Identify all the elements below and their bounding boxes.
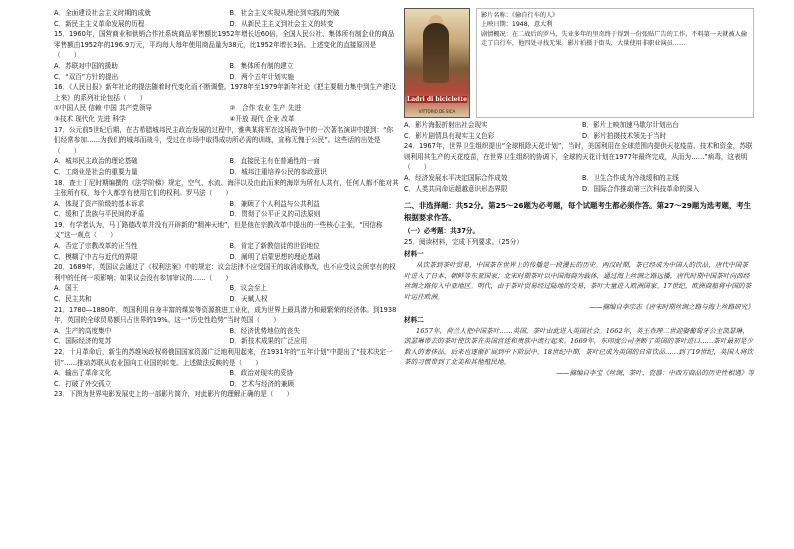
option-item: C．模糊了中古与近代的界限 <box>54 252 138 261</box>
question-options <box>54 241 399 262</box>
question-options <box>54 8 399 29</box>
option-item: B．政治对现实的妥协 <box>229 369 294 378</box>
film-intro <box>404 8 754 118</box>
question-options <box>54 156 399 177</box>
question-stem: 23．下图为世界电影发展史上的一部影片简介，对此影片的理解正确的是（ ） <box>54 390 294 399</box>
question-block <box>54 262 399 304</box>
material1-source: ——摘编自李宗志《唐宋时期丝绸之路与海上丝路研究》 <box>589 303 754 312</box>
option-item: D．天赋人权 <box>229 295 268 304</box>
question-stem: 16．《人民日报》新年社论的提法随着时代变化而不断调整。1978年至1979年新年社论《把主要精力集中到生产建设上来》的系列社论包括（ ） <box>54 83 396 102</box>
option-item: B．影片上映加速马歇尔计划出台 <box>582 121 679 129</box>
question-options <box>54 326 399 347</box>
question-block <box>404 141 754 194</box>
question-block <box>54 220 399 262</box>
option-item: C．新民主主义革命发展的历程 <box>54 19 145 28</box>
option-item: D．阐明了启蒙思想的理论基础 <box>229 252 321 261</box>
option-item: B．社会主义实现从理论到实践的突破 <box>229 9 340 17</box>
material2-label: 材料二 <box>404 315 424 324</box>
question-block <box>54 305 399 347</box>
option-item: A．影片海报折射出社会现实 <box>404 121 488 129</box>
option-item: C．影片剧情具有现实主义色彩 <box>404 131 495 140</box>
option-item: B．卫生合作成为冷战缓和的主线 <box>582 173 679 182</box>
option-item: A．生产的高度集中 <box>54 326 112 335</box>
question-stem: 24．1967年，世界卫生组织提出“全球根除天花计划”，当时，美国利用在全球范围内提供天花疫苗、技术和资金，苏联则利用其生产的天花疫苗，在世界卫生组织的协调下，全球的天花计划在1977年最终完成，从而为……”病毒，这表明（ ） <box>404 142 753 172</box>
option-item: D．两个五年计划实施 <box>229 72 294 81</box>
question-options <box>54 199 399 220</box>
option-item: A．全面建设社会主义时期的成就 <box>54 9 151 17</box>
question-stem: 18．查士丁尼时期编撰的《法学阶梯》规定，空气、水流、海洋以及由此而来的海岸为所有人共有，任何人都不能对其主张所有权，每个人都享有使用它们的权利。罗马法（ ） <box>54 178 399 198</box>
question-block <box>54 29 399 82</box>
option-item: D．国际合作推动第三次科技革命的深入 <box>582 184 700 193</box>
option-item: A．经济发展水平决定国际合作成效 <box>404 173 508 182</box>
option-item: A．体现了资产阶级的基本诉求 <box>54 199 145 208</box>
option-item: D．新技术成果的广泛应用 <box>229 337 308 346</box>
option-item: A．国王 <box>54 284 79 293</box>
question-block <box>54 389 399 400</box>
section-heading: 二、非选择题：共52分。第25～26题为必考题，每个试题考生都必须作答。第27～29题为选考题，考生根据要求作答。 <box>404 201 752 223</box>
required-heading: （一）必考题：共37分。 <box>404 227 480 236</box>
option-item: B．直接民主有在普通性的一面 <box>229 157 320 166</box>
question-block <box>54 347 399 389</box>
option-item: D．贯彻了公平正义的司法原则 <box>229 210 321 219</box>
option-item: D．城邦注重培养公民的参政意识 <box>229 167 327 176</box>
option-item: D．艺术与经济的兼顾 <box>229 379 294 388</box>
option-item: C．“双百”方针的提出 <box>54 72 119 81</box>
option-item: B．议会至上 <box>229 284 267 293</box>
question-options <box>404 120 754 141</box>
question-stem: 15．1960年，国营商业和供销合作社系统商品零售额比1952年增长近60倍，全国人民公社、集体所有制企业的商品零售额由1952年的196.9万元，平均每人每年使用商品量为38元，比1952年增长3倍。上述变化的直接原因是（ ） <box>54 30 395 60</box>
question-options <box>54 368 399 389</box>
material2-source: ——摘编自李宝《丝绸、茶叶、瓷器：中西方商品的历史性相遇》等 <box>556 368 754 377</box>
film-poster <box>404 8 470 118</box>
option-item: C．工商业是社会的重要力量 <box>54 167 138 176</box>
question-block <box>54 8 399 29</box>
right-column <box>404 8 754 378</box>
option-item: C．民主共和 <box>54 295 92 304</box>
option-item: B．肯定了新教信徒的世俗地位 <box>229 242 320 251</box>
question-stem: 22．十月革命后，新生的苏维埃政权将俄国国家资源广泛地利用起来，在1931年的“五年计划”中提出了“技术决定一切”……推动苏联从农业国向工业国的转变。上述做法反映的是（ ） <box>54 348 393 367</box>
question-options <box>404 173 754 194</box>
question-stem: 19．有学者认为，马丁路德改革并没有开辟新的“精神天地”，但是他在宗教改革中提出的一些核心主张，“因信称义”这一观点（ ） <box>54 220 383 240</box>
material1-label: 材料一 <box>404 250 424 259</box>
question-options <box>54 283 399 304</box>
material1-text: 从饮茶到茶叶贸易，中国茶在世界上的传播是一段漫长的历史。两汉时期，茶已经成为中国人的饮品，唐代中国茶叶进入了日本、朝鲜等东亚国家；北宋时期茶叶以中国海商为载体，通过海上丝绸之路远播，唐代时期中国茶叶向西经丝绸之路传入中亚地区。明代，由于茶叶贸易经过陆地的交易，茶叶大量进入欧洲国家。17世纪，欧洲商船将中国的茶叶运往欧洲。 <box>404 260 752 301</box>
option-item: ①中国人民 信赖 中国 共产党领导 <box>54 104 152 113</box>
option-item: A．输出了革命文化 <box>54 369 112 378</box>
poster-title: Ladri di biciclette <box>407 96 467 103</box>
option-item: B．兼顾了个人利益与公共利益 <box>229 199 320 208</box>
poster-credit: VITTORIO DE SICA <box>418 109 456 114</box>
q25-heading: 25．阅读材料，完成下列要求。（25分） <box>404 237 523 246</box>
option-item: D．从新民主主义到社会主义的转变 <box>229 19 334 28</box>
option-item: ④开放 现代 企业 改革 <box>229 114 295 123</box>
question-stem: 21．1780—1880年，英国利用自身丰富的煤炭等资源推进工业化，成为世界上最具潜力和最繁荣的经济体。到1938年，英国的全球贸易额只占世界的19%。这一“历史性趋势”当时英国（ ） <box>54 305 397 325</box>
option-item: ② 合作 农业 生产 先进 <box>229 104 302 113</box>
question-stem: 20．1689年，英国议会通过了《权利法案》中的规定：议会法律不应受国王的取消或修改，也不应受议会所享有的权利中的任何一项影响；如果议会没有参加审议的……（ ） <box>54 263 396 282</box>
option-item: D．影片拍摄技术领先于当时 <box>582 131 667 140</box>
option-item: A．否定了宗教改革的正当性 <box>54 242 138 251</box>
option-item: C．打破了外交孤立 <box>54 379 112 388</box>
option-item: ③技术 现代化 先进 科学 <box>54 114 126 123</box>
option-item: C．国际经济的复苏 <box>54 337 112 346</box>
question-options <box>54 103 399 124</box>
option-item: B．经济优势地位的丧失 <box>229 326 300 335</box>
question-block <box>54 125 399 178</box>
option-item: C．人类共同命运超越意识形态界限 <box>404 184 508 193</box>
option-item: A．城邦民主政治的理论基础 <box>54 157 138 166</box>
option-item: C．缓和了贵族与平民间的矛盾 <box>54 210 145 219</box>
question-block <box>54 82 399 124</box>
option-item: A．苏联对中国的援助 <box>54 61 118 70</box>
question-stem: 17．公元前5世纪后期，在古希腊城邦民主政治发展的过程中，雅典某将军在这场战争中的一次著名演讲中提到：“你们经常参加……为我们的城邦而战斗，受过在市场中取得成功所必需的训练，宣称无愧于公民”。这些话的出处是（ ） <box>54 125 394 155</box>
question-block <box>54 178 399 220</box>
question-block <box>404 120 754 141</box>
material2-text: 1657年，荷兰人把中国茶叶……英国，茶叶由此进入英国社会。1662年，英王查理二世迎娶葡萄牙公主凯瑟琳，凯瑟琳带去的茶叶使饮茶在英国宫廷和贵族中流行起来。1669年，东印度公司垄断了英国的茶叶进口……茶叶最初是少数人的奢侈品，后来也逐渐扩展到中下阶层中。18世纪中期，茶叶已成为英国的日常饮品……到了19世纪，英国人将饮茶的习惯带到了北美和其他殖民地。 <box>404 326 754 367</box>
question-options <box>54 61 399 82</box>
left-column <box>54 8 399 400</box>
film-info: 影片名称：《偷自行车的人》 上映日期：1948，意大利 剧情概况：在二战后的罗马，失业多年的里奇终于得到一份张贴广告的工作，不料第一天就被人偷走了自行车，他四处寻找无果。影片拍摄于街头，大量使用非职业演员…… <box>476 8 754 118</box>
option-item: B．集体所有制的建立 <box>229 61 294 70</box>
